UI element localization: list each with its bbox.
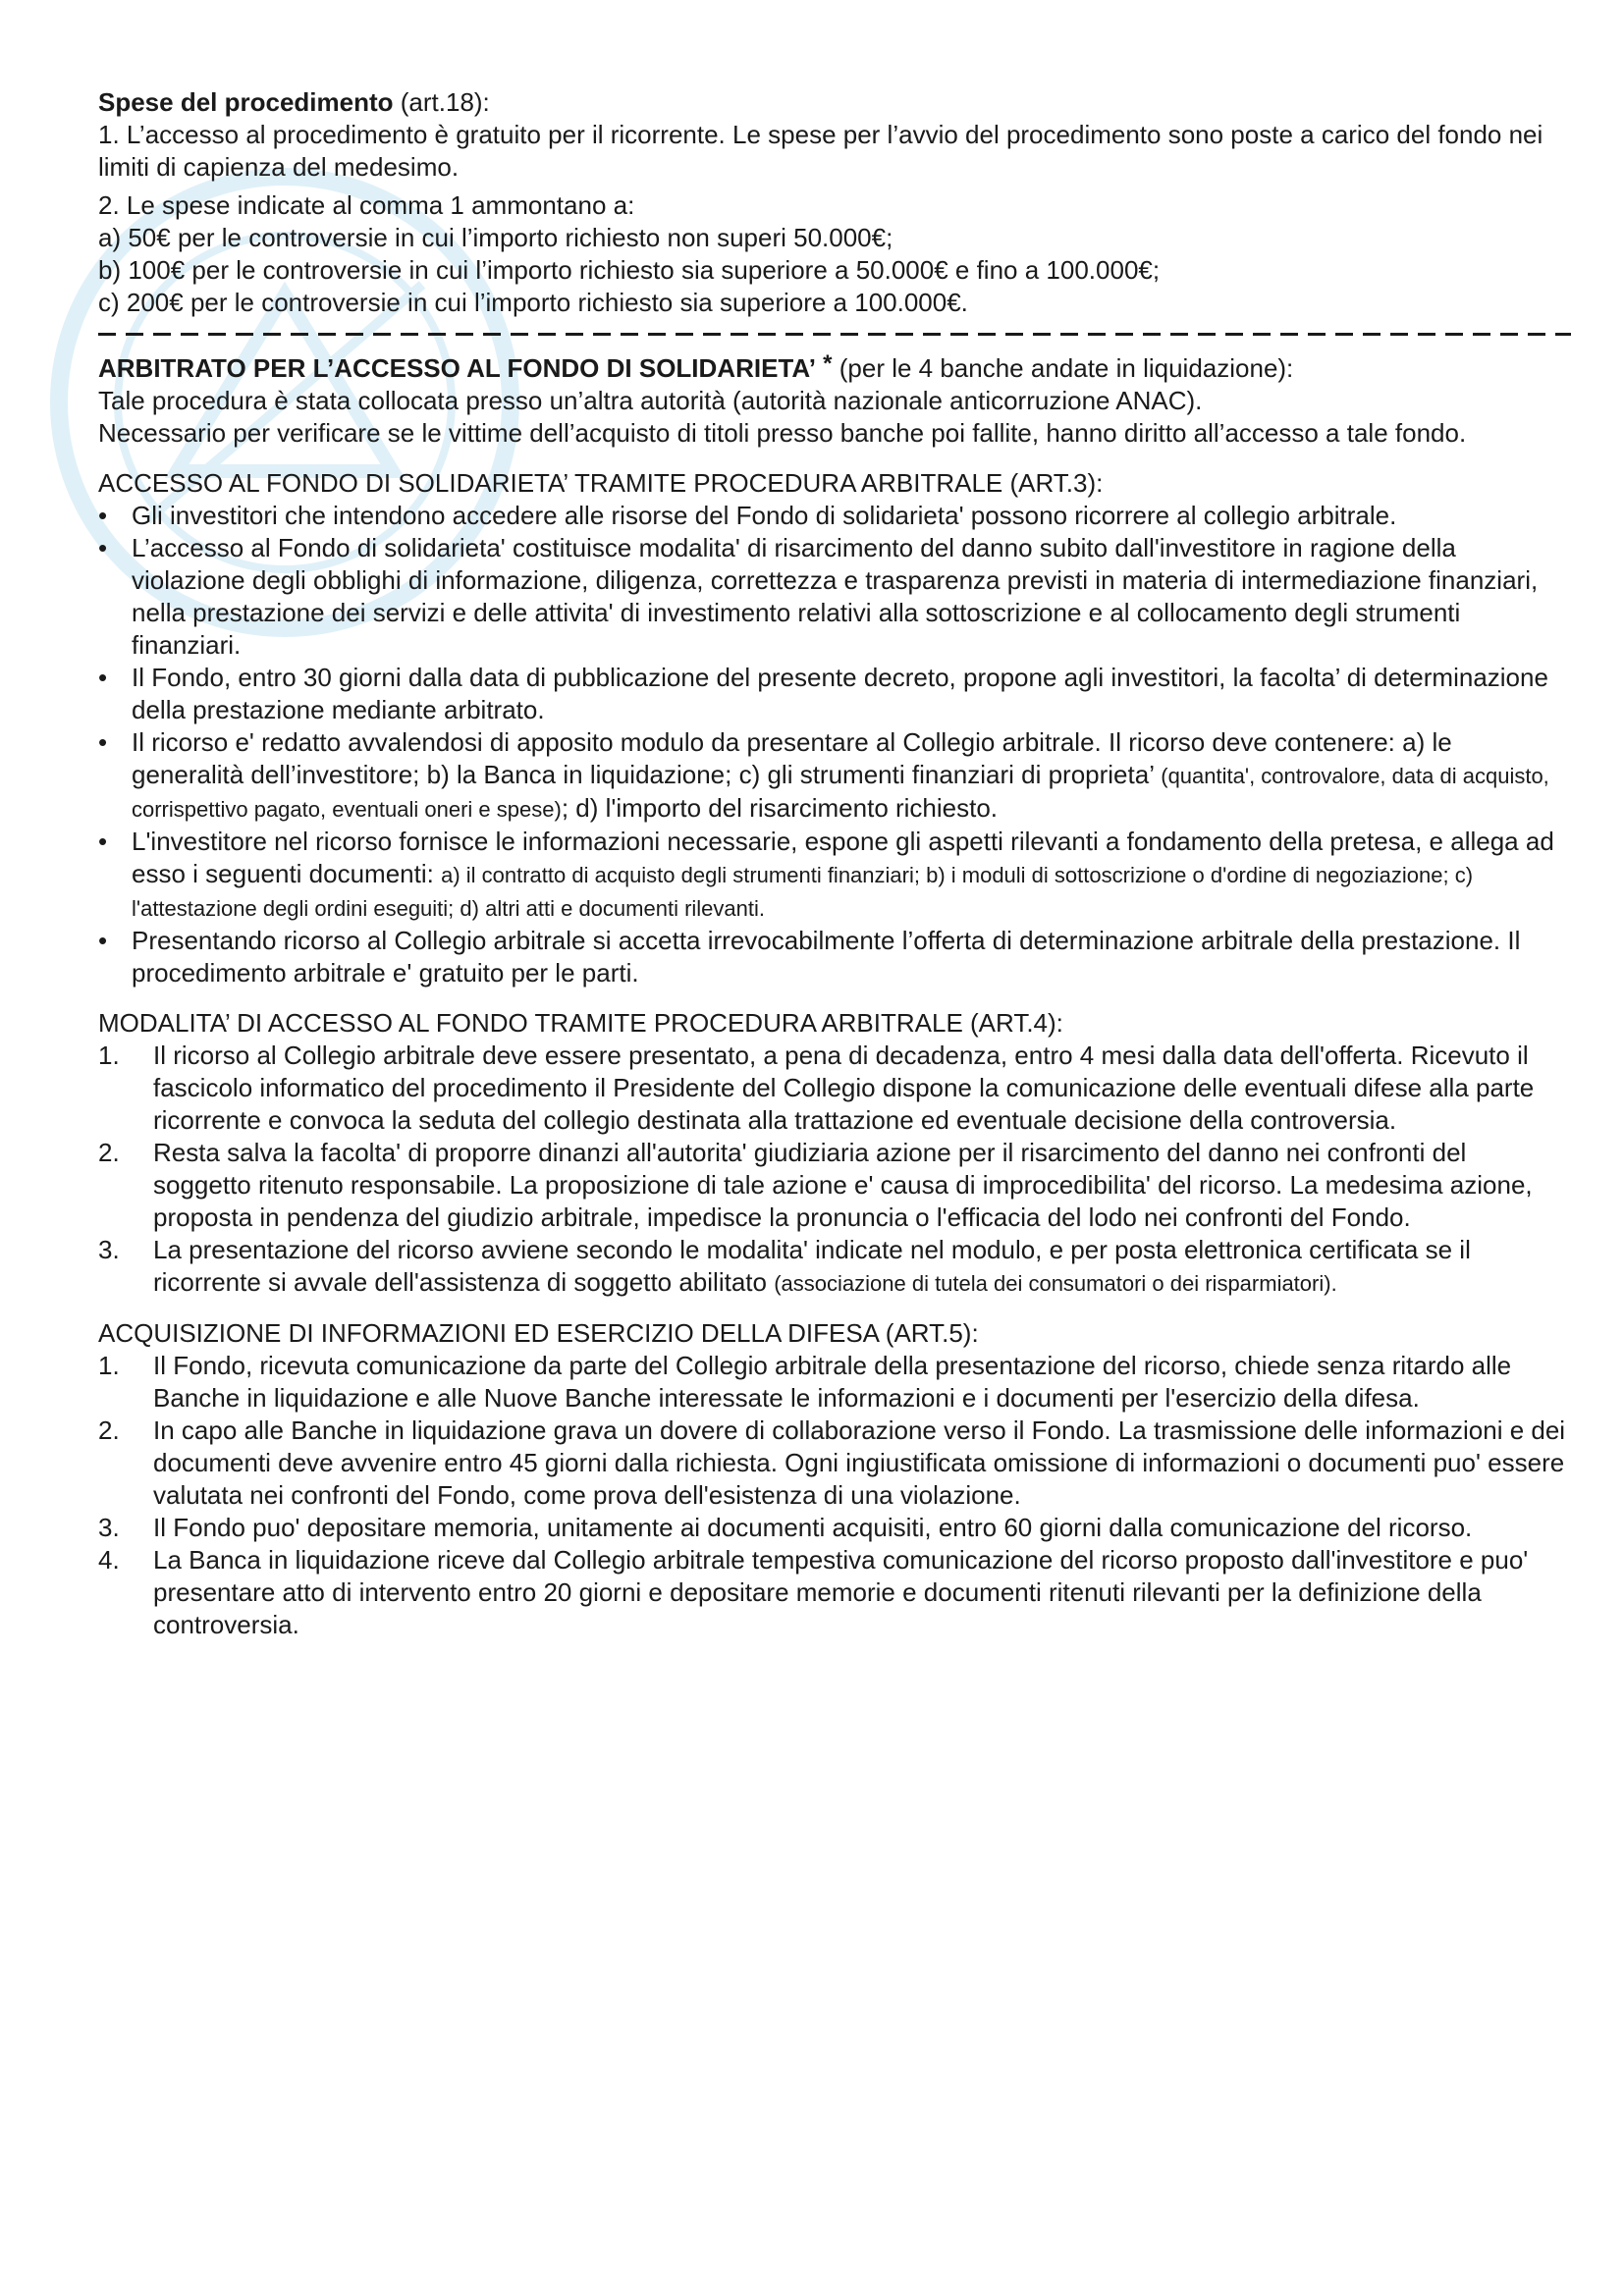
dashed-divider [98,325,1571,343]
section-spese [98,86,1571,319]
spese-title: Spese del procedimento [98,87,394,117]
art4-title: MODALITA’ DI ACCESSO AL FONDO TRAMITE PROCEDURA ARBITRALE (ART.4): [98,1008,1063,1038]
list-item [98,1512,1571,1544]
list-item [98,1137,1571,1234]
art3-bullet-list [98,500,1571,989]
list-item [98,532,1571,662]
art3-bullet-2: L’accesso al Fondo di solidarieta' costituisce modalita' di risarcimento del danno subito dall'investitore in ragione della violazione degli obblighi di informazione, diligenza, correttezza e trasparenza previsti in materia di intermediazione finanziari, nella prestazione dei servizi e delle attivita' di investimento relativi alla sottoscrizione e al collocamento degli strumenti finanziari. [132,533,1539,660]
art3-bullet-4a: Il ricorso e' redatto avvalendosi di apposito modulo da presentare al Collegio arbitrale. Il ricorso deve contenere: a) le generalità dell’investitore; b) la Banca in liquidazione; c) gli strumenti finanziari di proprieta’ [132,727,1452,789]
art3-bullet-3: Il Fondo, entro 30 giorni dalla data di pubblicazione del presente decreto, propone agli investitori, la facolta’ di determinazione della prestazione mediante arbitrato. [132,663,1548,724]
spese-line-1: 1. L’accesso al procedimento è gratuito per il ricorrente. Le spese per l’avvio del procedimento sono poste a carico del fondo nei limiti di capienza del medesimo. [98,120,1543,182]
art5-item-4: La Banca in liquidazione riceve dal Collegio arbitrale tempestiva comunicazione del ricorso proposto dall'investitore e puo' presentare atto di intervento entro 20 giorni e depositare memorie e documenti ritenuti rilevanti per la definizione della controversia. [153,1545,1529,1639]
art3-bullet-4c: ; d) l'importo del risarcimento richiesto. [561,793,999,823]
art4-item-3a: La presentazione del ricorso avviene secondo le modalita' indicate nel modulo, e per posta elettronica certificata se il ricorrente si avvale dell'assistenza di soggetto abilitato [153,1235,1471,1297]
document-page [98,86,1571,1641]
list-item [98,726,1571,826]
art5-num-2: 2. [98,1415,120,1445]
list-item [98,500,1571,532]
arbitrato-line-1: Tale procedura è stata collocata presso un’altra autorità (autorità nazionale anticorruzione ANAC). [98,386,1203,415]
list-item [98,662,1571,726]
list-item [98,1040,1571,1137]
spese-article: (art.18): [393,87,490,117]
art4-item-3b: (associazione di tutela dei consumatori o dei risparmiatori). [774,1271,1337,1296]
art3-bullet-4b: (quantita', controvalore, data di acquisto, corrispettivo pagato, eventuali oneri e spese) [132,764,1549,822]
list-item [98,1544,1571,1641]
art3-bullet-1: Gli investitori che intendono accedere alle risorse del Fondo di solidarieta' possono ricorrere al collegio arbitrale. [132,501,1397,530]
list-item [98,925,1571,989]
section-art4 [98,1007,1571,1300]
spese-line-c: c) 200€ per le controversie in cui l’importo richiesto sia superiore a 100.000€. [98,288,968,317]
art4-item-2: Resta salva la facolta' di proporre dinanzi all'autorita' giudiziaria azione per il risarcimento del danno nei confronti del soggetto ritenuto responsabile. La proposizione di tale azione e' causa di improcedibilita' del ricorso. La medesima azione, proposta in pendenza del giudizio arbitrale, impedisce la pronuncia o l'efficacia del lodo nei confronti del Fondo. [153,1138,1533,1232]
list-item [98,1234,1571,1300]
art4-num-3: 3. [98,1235,120,1264]
art4-item-1: Il ricorso al Collegio arbitrale deve essere presentato, a pena di decadenza, entro 4 mesi dalla data dell'offerta. Ricevuto il fascicolo informatico del procedimento il Presidente del Collegio dispone la comunicazione delle eventuali difese alla parte ricorrente e convoca la seduta del collegio destinata alla trattazione ed eventuale decisione della controversia. [153,1041,1535,1135]
art3-title: ACCESSO AL FONDO DI SOLIDARIETA’ TRAMITE PROCEDURA ARBITRALE (ART.3): [98,468,1104,498]
footnote-star: * [823,350,833,377]
art5-num-4: 4. [98,1545,120,1575]
arbitrato-title: ARBITRATO PER L’ACCESSO AL FONDO DI SOLIDARIETA’ [98,353,816,383]
spese-line-b: b) 100€ per le controversie in cui l’importo richiesto sia superiore a 50.000€ e fino a 100.000€; [98,255,1161,285]
spese-heading [98,86,1571,119]
spese-line-2: 2. Le spese indicate al comma 1 ammontano a: [98,190,635,220]
art4-num-2: 2. [98,1138,120,1167]
list-item [98,1350,1571,1415]
art5-num-3: 3. [98,1513,120,1542]
arbitrato-heading [98,352,1571,385]
art5-item-2: In capo alle Banche in liquidazione grava un dovere di collaborazione verso il Fondo. La trasmissione delle informazioni e dei documenti deve avvenire entro 45 giorni dalla richiesta. Ogni ingiustificata omissione di informazioni o documenti puo' essere valutata nei confronti del Fondo, come prova dell'esistenza di una violazione. [153,1415,1566,1510]
art4-numbered-list [98,1040,1571,1300]
section-art5 [98,1317,1571,1641]
art3-bullet-5a: L'investitore nel ricorso fornisce le informazioni necessarie, espone gli aspetti rilevanti a fondamento della pretesa, e allega ad esso i seguenti documenti: [132,827,1554,888]
list-item [98,826,1571,925]
art5-num-1: 1. [98,1351,120,1380]
art5-item-3: Il Fondo puo' depositare memoria, unitamente ai documenti acquisiti, entro 60 giorni dalla comunicazione del ricorso. [153,1513,1473,1542]
section-arbitrato [98,352,1571,450]
art5-item-1: Il Fondo, ricevuta comunicazione da parte del Collegio arbitrale della presentazione del ricorso, chiede senza ritardo alle Banche in liquidazione e alle Nuove Banche interessate le informazioni e i documenti per l'esercizio della difesa. [153,1351,1512,1413]
spese-line-a: a) 50€ per le controversie in cui l’importo richiesto non superi 50.000€; [98,223,893,252]
section-art3 [98,467,1571,989]
arbitrato-line-2: Necessario per verificare se le vittime dell’acquisto di titoli presso banche poi fallite, hanno diritto all’accesso a tale fondo. [98,418,1467,448]
art5-title: ACQUISIZIONE DI INFORMAZIONI ED ESERCIZIO DELLA DIFESA (ART.5): [98,1318,979,1348]
list-item [98,1415,1571,1512]
art5-numbered-list [98,1350,1571,1641]
art4-num-1: 1. [98,1041,120,1070]
art3-bullet-6: Presentando ricorso al Collegio arbitrale si accetta irrevocabilmente l’offerta di determinazione arbitrale della prestazione. Il procedimento arbitrale e' gratuito per le parti. [132,926,1521,988]
art3-bullet-5b: a) il contratto di acquisto degli strumenti finanziari; b) i moduli di sottoscrizione o d'ordine di negoziazione; c) l'attestazione degli ordini eseguiti; d) altri atti e documenti rilevanti. [132,863,1474,921]
arbitrato-subtitle: (per le 4 banche andate in liquidazione): [832,353,1294,383]
